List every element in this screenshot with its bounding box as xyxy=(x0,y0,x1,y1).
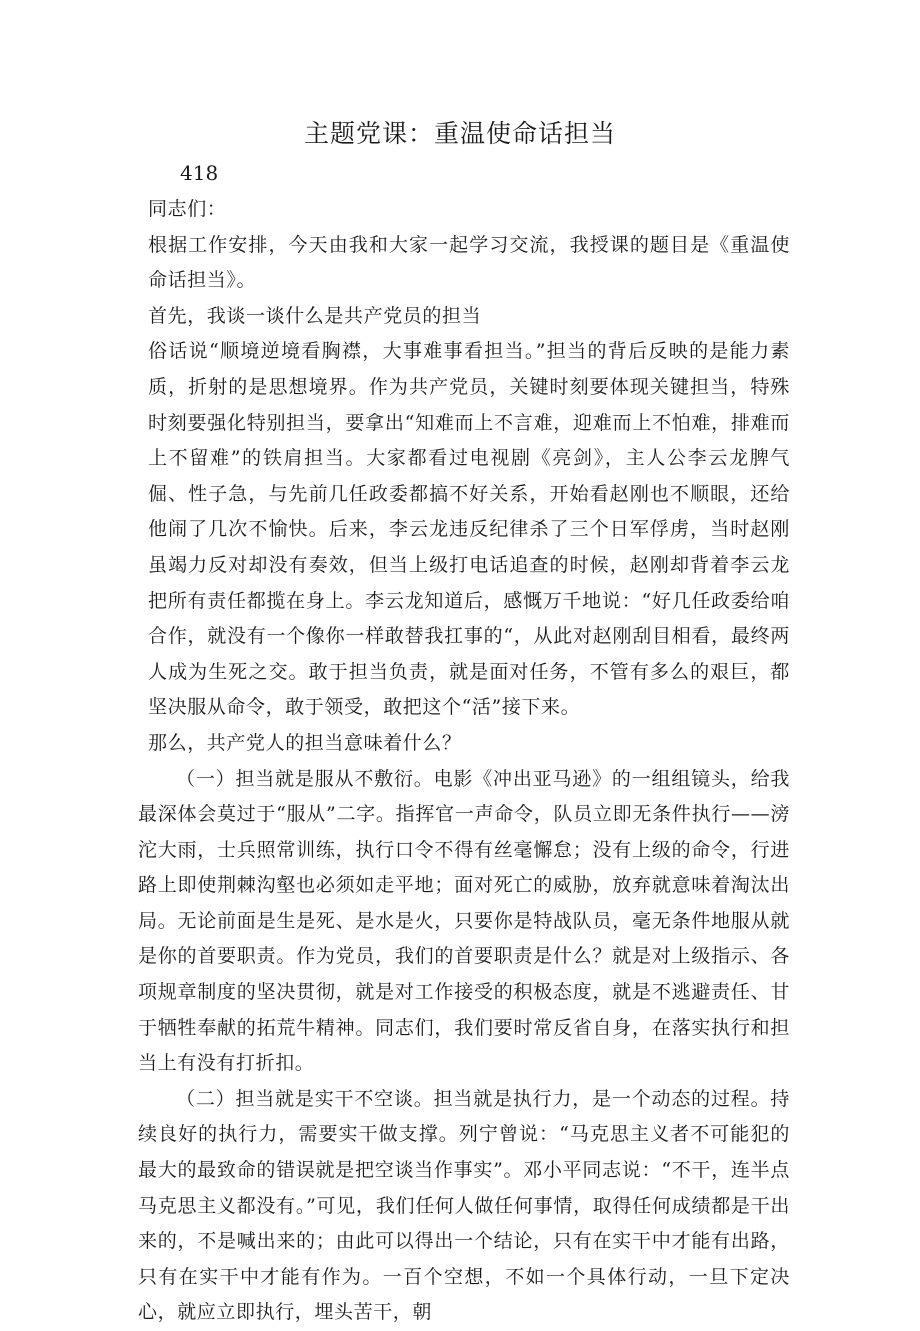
salutation: 同志们： xyxy=(148,198,227,220)
paragraph: 根据工作安排，今天由我和大家一起学习交流，我授课的题目是《重温使命话担当》。 xyxy=(148,233,790,292)
paragraph: （一）担当就是服从不敷衍。电影《冲出亚马逊》的一组组镜头，给我最深体会莫过于“服从”二字。指挥官一声命令，队员立即无条件执行——滂沱大雨，士兵照常训练，执行口令不得有丝毫懈怠；没有上级的命令，行进路上即使荆棘沟壑也必须如走平地；面对死亡的威胁，放弃就意味着淘汰出局。无论前面是生是死、是水是火，只要你是特战队员，毫无条件地服从就是你的首要职责。作为党员，我们的首要职责是什么？就是对上级指示、各项规章制度的坚决贯彻，就是对工作接受的积极态度，就是不逃避责任、甘于牺牲奉献的拓荒牛精神。同志们，我们要时常反省自身，在落实执行和担当上有没有打折扣。 xyxy=(138,767,790,1075)
paragraph: 俗话说“顺境逆境看胸襟，大事难事看担当。”担当的背后反映的是能力素质，折射的是思想境界。作为共产党员，关键时刻要体现关键担当，特殊时刻要强化特别担当，要拿出“知难而上不言难，迎难而上不怕难，排难而上不留难”的铁肩担当。大家都看过电视剧《亮剑》，主人公李云龙脾气倔、性子急，与先前几任政委都搞不好关系，开始看赵刚也不顺眼，还给他闹了几次不愉快。后来，李云龙违反纪律杀了三个日军俘虏，当时赵刚虽竭力反对却没有奏效，但当上级打电话追查的时候，赵刚却背着李云龙把所有责任都揽在身上。李云龙知道后，感慨万千地说：“好几任政委给咱合作，就没有一个像你一样敢替我扛事的“，从此对赵刚刮目相看，最终两人成为生死之交。敢于担当负责，就是面对任务，不管有多么的艰巨，都坚决服从命令，敢于领受，敢把这个“活”接下来。 xyxy=(148,340,790,719)
paragraph: 那么，共产党人的担当意味着什么？ xyxy=(148,731,462,754)
paragraph: 首先，我谈一谈什么是共产党员的担当 xyxy=(148,304,482,327)
page-title: 主题党课：重温使命话担当 xyxy=(303,119,616,148)
document-number: 418 xyxy=(180,161,219,185)
document-body xyxy=(138,192,790,1331)
paragraph: （二）担当就是实干不空谈。担当就是执行力，是一个动态的过程。持续良好的执行力，需要实干做支撑。列宁曾说：“马克思主义者不可能犯的最大的最致命的错误就是把空谈当作事实”。邓小平同志说：“不干，连半点马克思主义都没有。”可见，我们任何人做任何事情，取得任何成绩都是干出来的，不是喊出来的；由此可以得出一个结论，只有在实干中才能有出路，只有在实干中才能有作为。一百个空想，不如一个具体行动，一旦下定决心，就应立即执行，埋头苦干，朝 xyxy=(138,1087,790,1324)
paragraph-list xyxy=(138,228,790,1331)
